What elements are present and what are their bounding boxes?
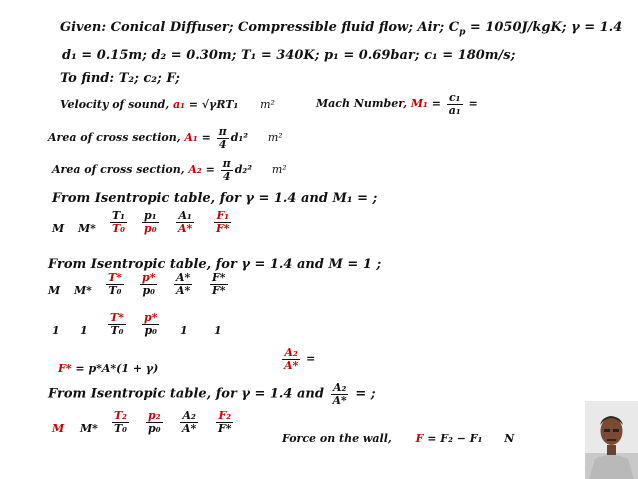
presenter-photo	[585, 401, 638, 479]
table-1: M M* $\frac{\text{T₁}}{\text{T₀}}$ $\frac{\text{p₁}}{\text{p₀}}$ $\frac{\text{A₁}}{A*}$ $\frac{\text{F₁}}{F*}$	[52, 209, 230, 235]
given-line: Given: Conical Diffuser; Compressible fluid flow; Air; $C_p = 1050J/kgK$; γ = 1.4	[60, 20, 623, 38]
area2-fraction: $\frac{\pi}{4}$	[222, 157, 231, 183]
area1-fraction: $\frac{\pi}{4}$	[218, 125, 227, 151]
person-icon	[585, 401, 638, 479]
t2-v1: 1	[52, 324, 60, 337]
area-1: Area of cross section, A₁ = $\frac{\pi}{4}$ d₁² m²	[48, 125, 283, 151]
force-line: Force on the wall, F = F₂ − F₁ N	[282, 432, 515, 445]
t3-m: M	[52, 422, 65, 435]
area-2: Area of cross section, A₂ = $\frac{\pi}{4}$ d₂² m²	[52, 157, 287, 183]
table-2: M M* $\frac{T*}{\text{T₀}}$ $\frac{p*}{\text{p₀}}$ $\frac{A*}{A*}$ $\frac{F*}{F*}$	[48, 271, 226, 297]
t3-mstar: M*	[80, 422, 98, 435]
to-find-line: To find: T₂; c₂; F;	[60, 71, 180, 86]
isentropic-line-2: From Isentropic table, for γ = 1.4 and M = 1 ;	[48, 257, 382, 272]
t2-v6: 1	[214, 324, 222, 337]
isentropic-line-1: From Isentropic table, for γ = 1.4 and M₁ = ;	[52, 191, 378, 206]
t1-mstar: M*	[78, 222, 96, 235]
t2-m: M	[48, 284, 61, 297]
t1-m: M	[52, 222, 65, 235]
t2-v2: 1	[80, 324, 88, 337]
t2-v5: 1	[180, 324, 188, 337]
isentropic-line-3: From Isentropic table, for γ = 1.4 and $\frac{\text{A₂}}{A*}$ = ;	[48, 381, 376, 407]
mach-fraction: $\frac{\text{c₁}}{\text{a₁}}$	[448, 91, 461, 117]
velocity-of-sound: Velocity of sound, a₁ = √γRT₁ m²	[60, 98, 275, 111]
table-3: M M* $\frac{\text{T₂}}{\text{T₀}}$ $\frac{\text{p₂}}{\text{p₀}}$ $\frac{\text{A₂}}{A*}$ $\frac{\text{F₂}}{F*}$	[52, 409, 232, 435]
table-2-values: 1 1 $\frac{T*}{\text{T₀}}$ $\frac{p*}{\text{p₀}}$ 1 1	[52, 311, 222, 337]
a2-over-astar: $\frac{\text{A₂}}{A*}$ =	[284, 346, 316, 372]
mach-number: Mach Number, M₁ = $\frac{\text{c₁}}{\text{a₁}}$ =	[316, 91, 478, 117]
fstar-line: F* = p*A*(1 + γ)	[58, 362, 159, 375]
data-line: d₁ = 0.15m; d₂ = 0.30m; T₁ = 340K; p₁ = 0.69bar; c₁ = 180m/s;	[62, 48, 516, 63]
t2-mstar: M*	[74, 284, 92, 297]
